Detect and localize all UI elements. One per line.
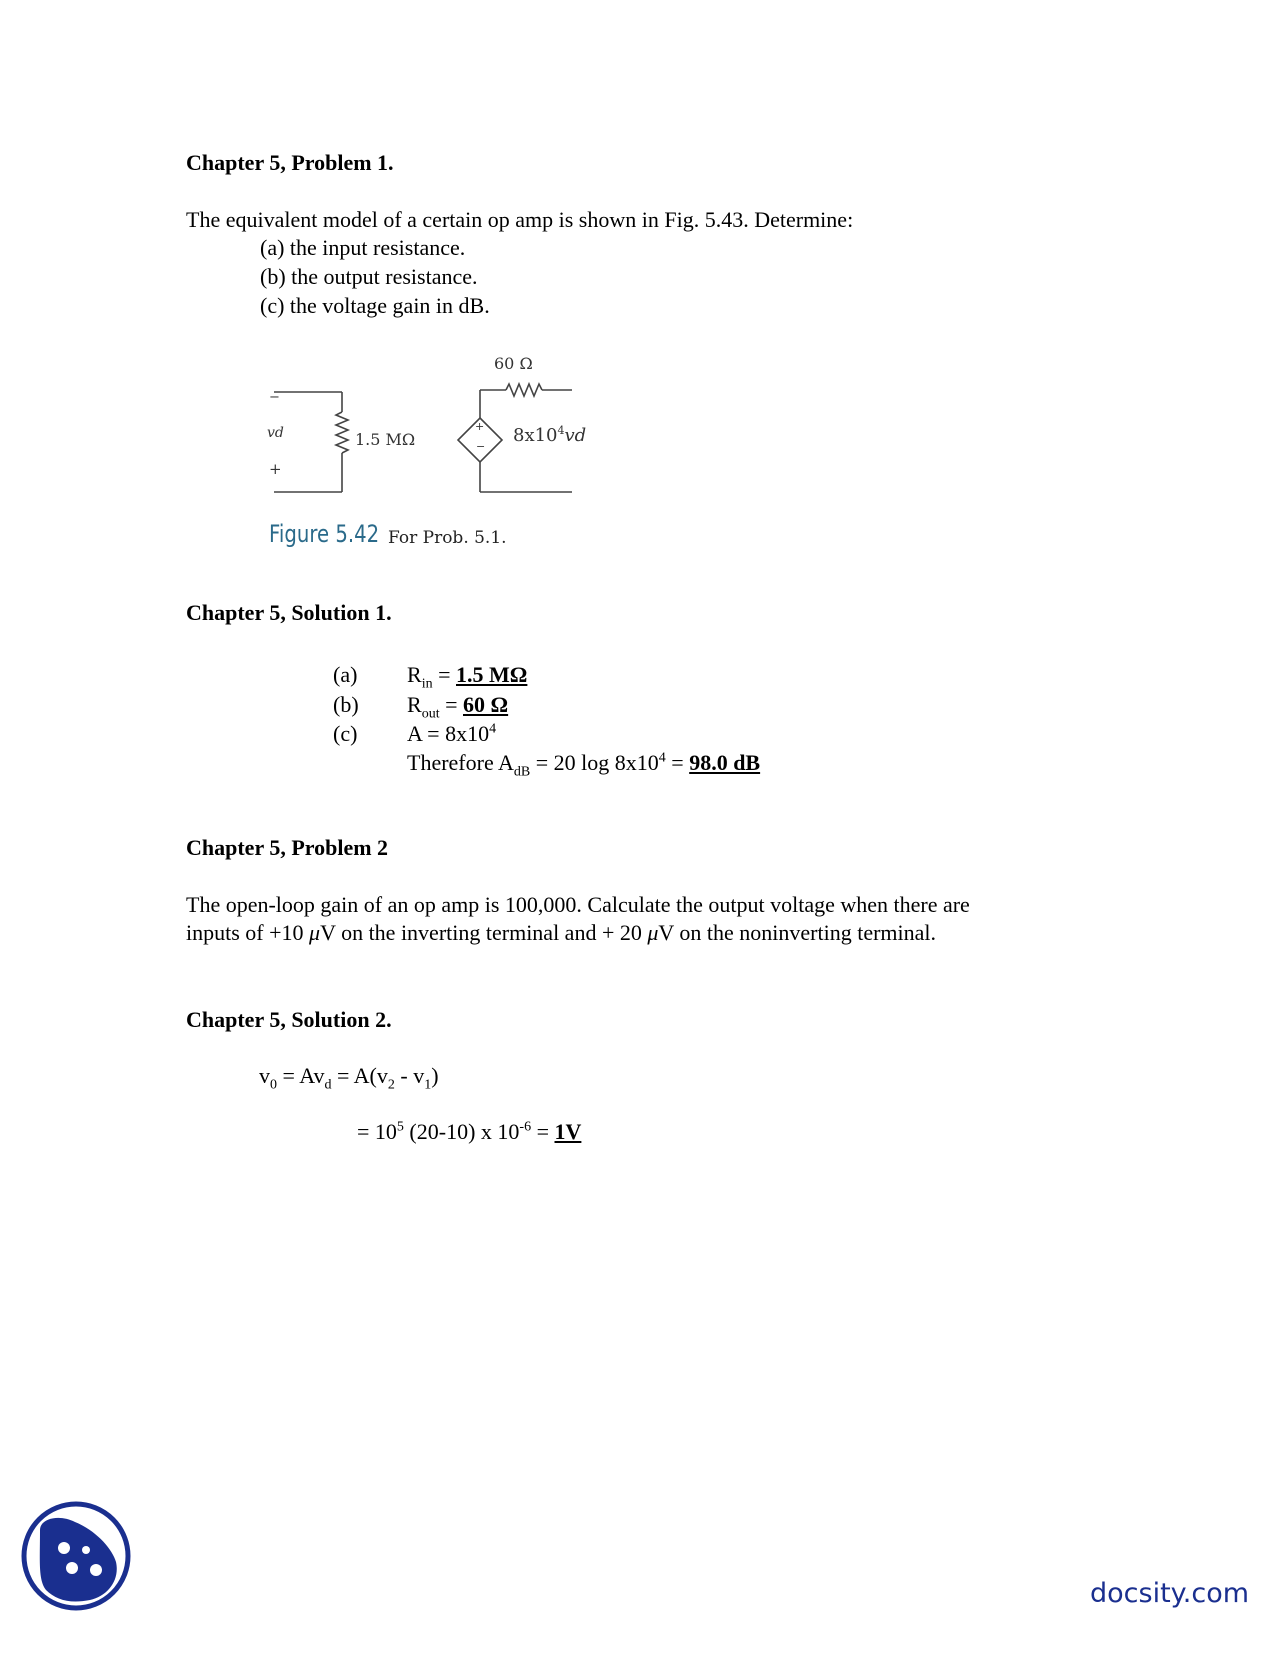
source-plus-sign: + [475,420,485,433]
problem1-item-b: (b) the output resistance. [260,264,478,289]
docsity-brand-text[interactable]: docsity.com [1090,1578,1250,1609]
solution1-answer-a: $R_{in} = 1.5$ MΩ [407,662,528,692]
output-resistor [506,384,542,396]
solution1-marker-b: (b) [333,692,359,717]
problem1-intro: The equivalent model of a certain op amp is shown in Fig. 5.43. Determine: [186,207,854,232]
solution1-therefore: Therefore $A_{dB} = 20$ $\log 8x10^4 = 98.0$ dB [407,750,761,780]
problem1-heading: Chapter 5, Problem 1. [186,150,394,175]
figure-label: Figure 5.42 [269,520,380,548]
solution1-heading: Chapter 5, Solution 1. [186,600,392,625]
input-voltage-label: vd [267,425,284,441]
input-resistor [336,412,348,453]
source-minus-sign: − [476,440,486,453]
output-resistor-label: 60 Ω [494,354,533,373]
source-gain-label: $8x10^4vd$ [513,424,587,446]
solution1-marker-c: (c) [333,721,358,746]
solution2-heading: Chapter 5, Solution 2. [186,1007,392,1032]
problem1-item-c: (c) the voltage gain in dB. [260,293,490,318]
input-plus-sign: + [269,460,282,478]
solution2-equation1: $v_0 = Av_d = A(v_2 - v_1)$ [259,1063,439,1093]
solution1-marker-a: (a) [333,662,358,687]
input-minus-sign: − [269,390,280,405]
docsity-logo-icon [20,1500,132,1612]
figure-caption: For Prob. 5.1. [388,528,507,548]
problem2-line2: inputs of +10 μV on the inverting terminal and + 20 μV on the noninverting terminal. [186,920,937,945]
problem2-line1: The open-loop gain of an op amp is 100,000. Calculate the output voltage when there are [186,892,970,917]
solution2-equation2: = $10^5$ (20-10) x $10^{-6} = 1V$ [357,1119,582,1144]
input-resistor-label: 1.5 MΩ [355,430,416,449]
problem1-item-a: (a) the input resistance. [260,235,466,260]
solution1-answer-c: $A = 8x10^4$ [407,721,497,746]
solution1-answer-b: $R_{out} = 60$ Ω [407,692,509,722]
problem2-heading: Chapter 5, Problem 2 [186,835,389,860]
